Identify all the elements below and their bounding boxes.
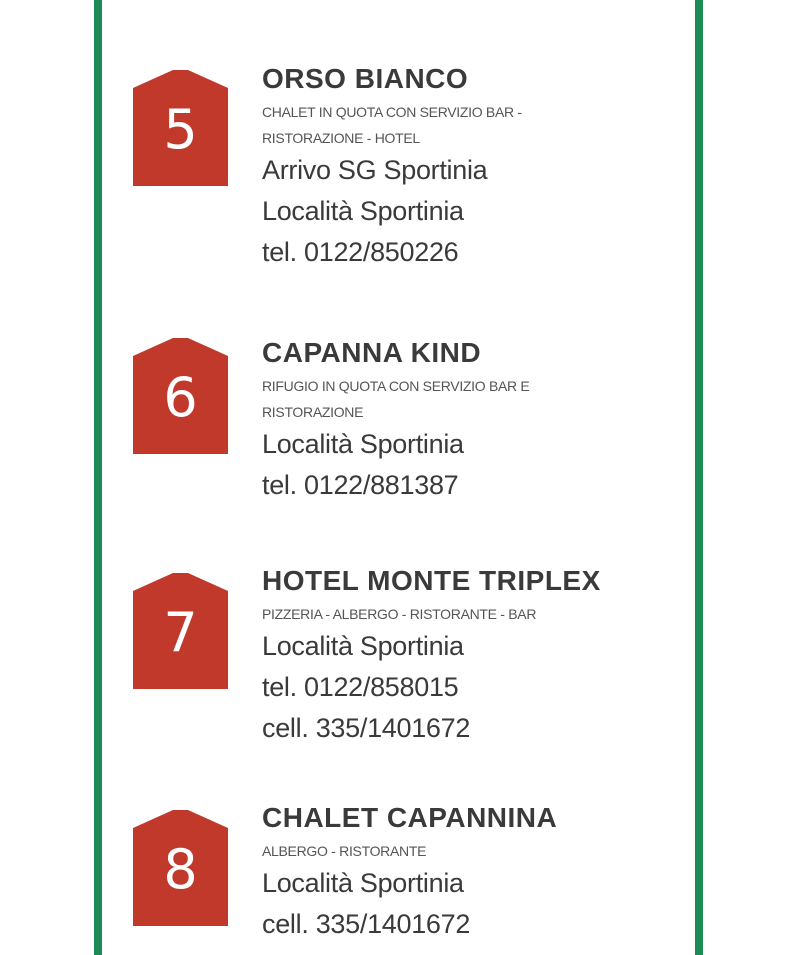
frame-border-left	[94, 0, 102, 955]
listing-info	[262, 62, 682, 273]
listing-name: ORSO BIANCO	[262, 63, 469, 94]
listing-detail-line: Località Sportinia	[262, 429, 464, 459]
listing-subtitle-line: CHALET IN QUOTA CON SERVIZIO BAR -	[262, 104, 522, 120]
house-number-badge	[133, 70, 228, 186]
listing-info	[262, 564, 682, 749]
badge-number: 5	[163, 98, 198, 161]
listing-phone: tel. 0122/881387	[262, 470, 459, 500]
listing-name: CHALET CAPANNINA	[262, 802, 558, 833]
badge-number: 8	[163, 838, 198, 901]
listing-subtitle-line: PIZZERIA - ALBERGO - RISTORANTE - BAR	[262, 606, 537, 622]
badge-number: 7	[163, 601, 198, 664]
listing-info	[262, 336, 682, 506]
listing-subtitle-line: RIFUGIO IN QUOTA CON SERVIZIO BAR E	[262, 378, 530, 394]
badge-number: 6	[163, 366, 198, 429]
house-number-badge	[133, 338, 228, 454]
listing-subtitle-line: ALBERGO - RISTORANTE	[262, 843, 427, 859]
frame-border-right	[695, 0, 703, 955]
house-number-badge	[133, 573, 228, 689]
listing-detail-line: Località Sportinia	[262, 868, 464, 898]
listing-detail-line: Arrivo SG Sportinia	[262, 155, 488, 185]
listing-phone: tel. 0122/850226	[262, 237, 459, 267]
listing-info	[262, 801, 682, 945]
listing-name: HOTEL MONTE TRIPLEX	[262, 565, 601, 596]
listing-name: CAPANNA KIND	[262, 337, 482, 368]
listing-subtitle-line: RISTORAZIONE	[262, 404, 364, 420]
listing-cell: cell. 335/1401672	[262, 909, 471, 939]
listing-cell: cell. 335/1401672	[262, 713, 471, 743]
listing-subtitle-line: RISTORAZIONE - HOTEL	[262, 130, 420, 146]
listing-phone: tel. 0122/858015	[262, 672, 459, 702]
house-number-badge	[133, 810, 228, 926]
listing-detail-line: Località Sportinia	[262, 631, 464, 661]
listing-detail-line: Località Sportinia	[262, 196, 464, 226]
